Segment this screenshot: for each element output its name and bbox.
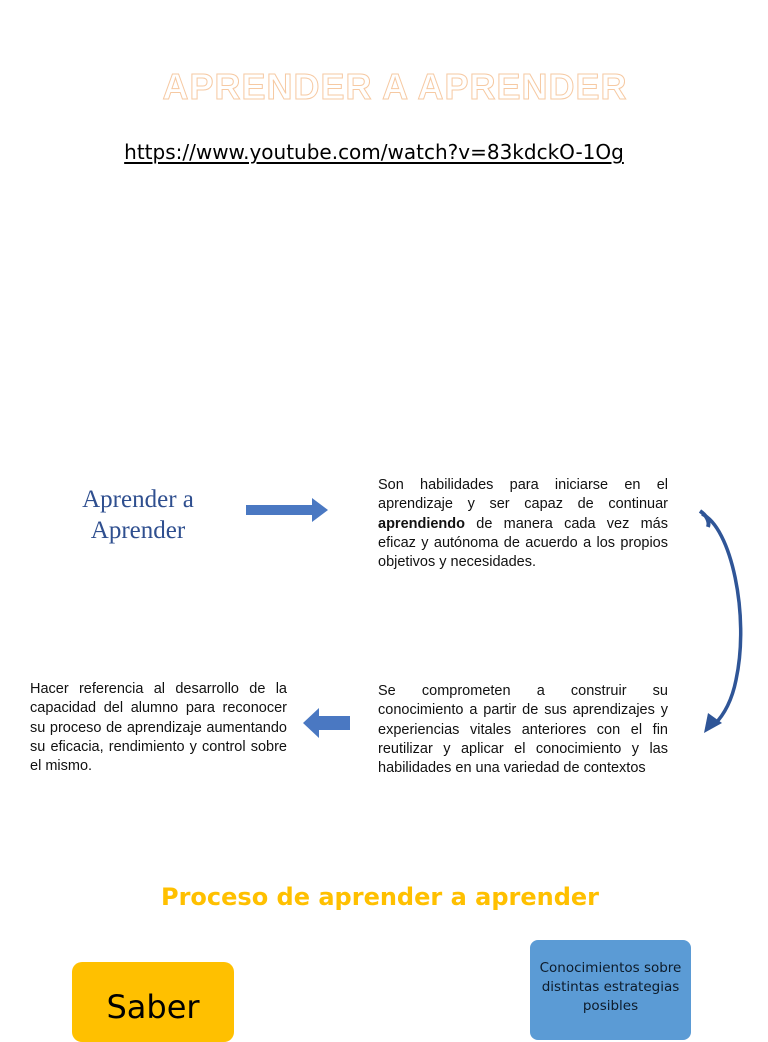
right-arrow-icon xyxy=(244,496,330,524)
saber-label: Saber xyxy=(106,988,200,1026)
concept-term xyxy=(48,484,228,546)
curved-arrow-icon xyxy=(696,505,752,741)
concept-term-line1: Aprender a xyxy=(82,486,194,513)
left-arrow-icon xyxy=(302,706,352,740)
definition-text xyxy=(378,476,668,572)
saber-box xyxy=(72,962,234,1042)
commitment-text: Se comprometen a construir su conocimiento a partir de sus aprendizajes y experiencias vitales anteriores con el fin reutilizar y aplicar el conocimiento y las habilidades en una variedad de contextos xyxy=(378,683,668,777)
definition-text-start: Son habilidades para iniciarse en el aprendizaje y ser capaz de continuar xyxy=(378,477,668,513)
page-title: APRENDER A APRENDER xyxy=(162,66,628,107)
reference-text: Hacer referencia al desarrollo de la capacidad del alumno para reconocer su proceso de aprendizaje aumentando su eficacia, rendimiento y control sobre el mismo. xyxy=(30,681,287,775)
knowledge-box xyxy=(530,940,691,1040)
video-link[interactable]: https://www.youtube.com/watch?v=83kdckO-1Og xyxy=(124,140,624,164)
knowledge-label: Conocimientos sobre distintas estrategias posibles xyxy=(539,960,682,1014)
definition-text-end: de manera cada vez más eficaz y autónoma de acuerdo a los propios objetivos y necesidades. xyxy=(378,515,668,571)
definition-bold-word: aprendiendo xyxy=(378,515,466,532)
concept-term-line2: Aprender xyxy=(90,517,186,544)
process-heading: Proceso de aprender a aprender xyxy=(161,883,599,911)
